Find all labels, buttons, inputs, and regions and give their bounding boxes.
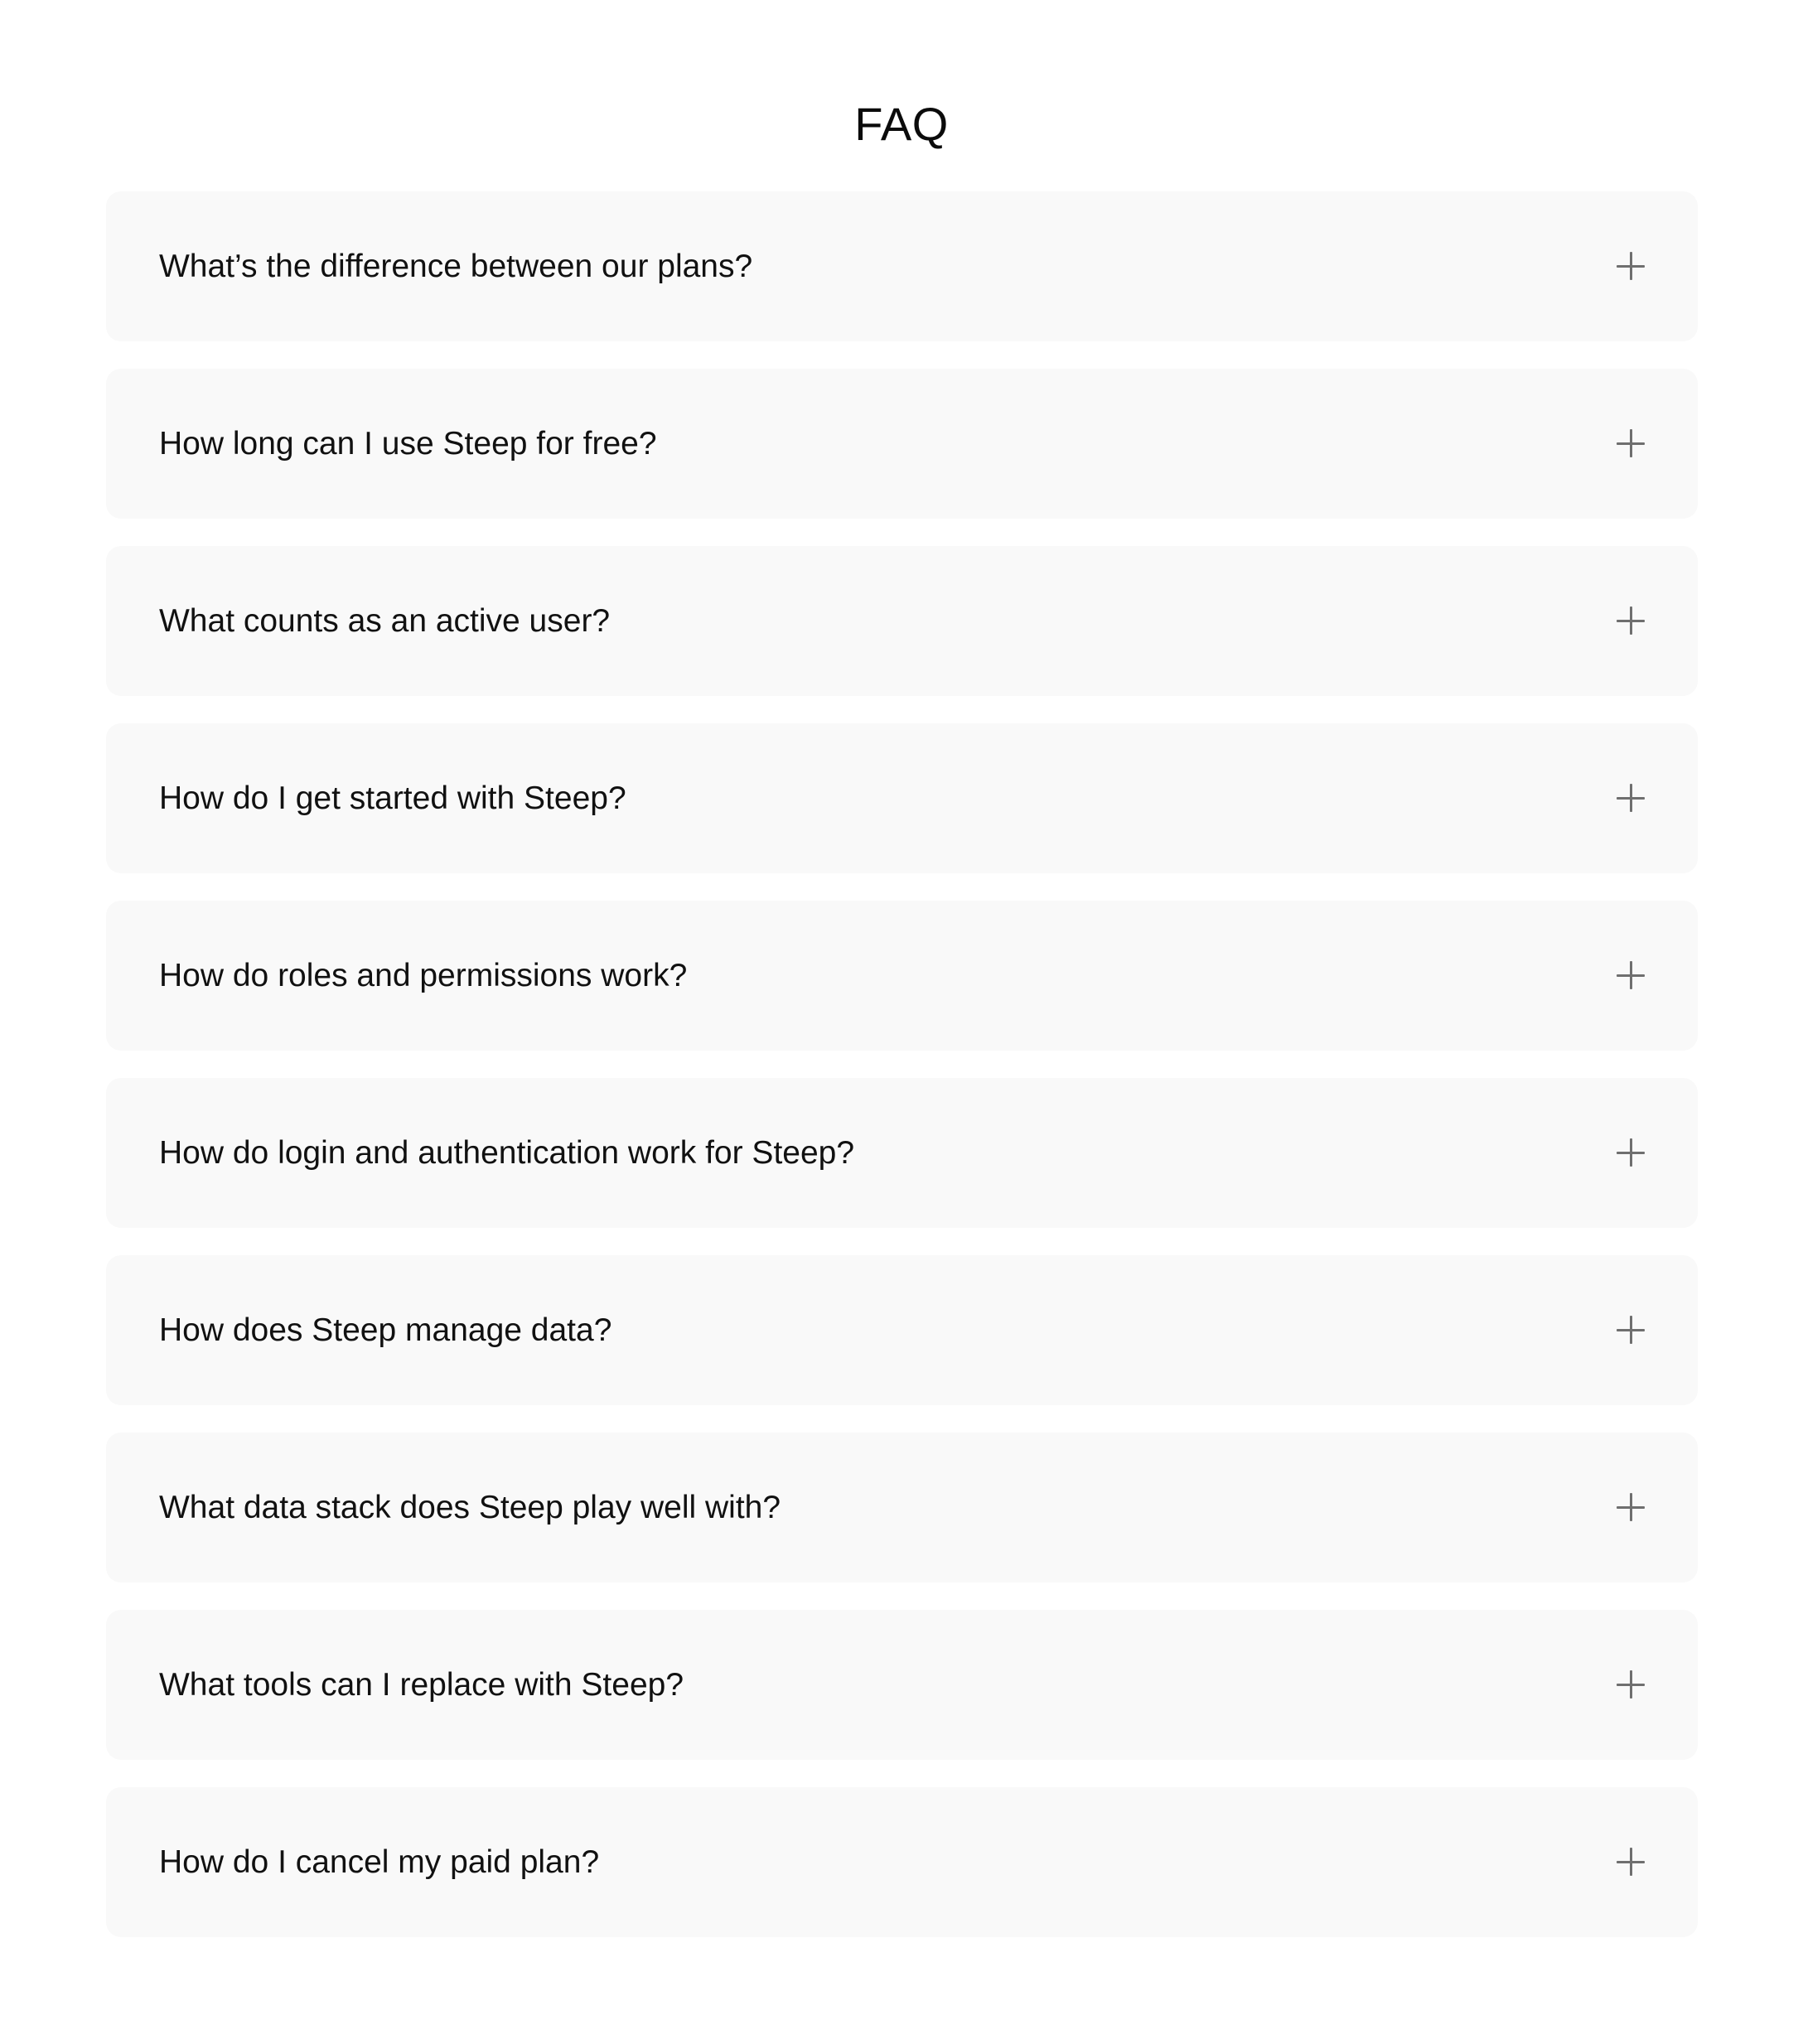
faq-item[interactable]	[106, 1787, 1698, 1937]
faq-question: How do I get started with Steep?	[159, 780, 626, 816]
faq-question: What tools can I replace with Steep?	[159, 1667, 684, 1703]
plus-icon[interactable]	[1617, 1138, 1645, 1167]
faq-question: How do login and authentication work for Steep?	[159, 1135, 855, 1171]
faq-question: What counts as an active user?	[159, 603, 611, 639]
faq-item[interactable]	[106, 1610, 1698, 1760]
plus-icon[interactable]	[1617, 1670, 1645, 1699]
faq-question: How long can I use Steep for free?	[159, 426, 657, 461]
faq-question: How do I cancel my paid plan?	[159, 1844, 600, 1880]
plus-icon[interactable]	[1617, 606, 1645, 635]
faq-item[interactable]	[106, 1433, 1698, 1583]
faq-item[interactable]	[106, 901, 1698, 1051]
faq-list	[106, 191, 1698, 1964]
faq-item[interactable]	[106, 723, 1698, 873]
faq-item[interactable]	[106, 369, 1698, 519]
faq-item[interactable]	[106, 1078, 1698, 1228]
faq-question: What data stack does Steep play well with?	[159, 1490, 781, 1525]
plus-icon[interactable]	[1617, 784, 1645, 812]
page-title: FAQ	[854, 98, 949, 150]
faq-question: How does Steep manage data?	[159, 1312, 612, 1348]
plus-icon[interactable]	[1617, 1848, 1645, 1876]
plus-icon[interactable]	[1617, 1316, 1645, 1344]
faq-item[interactable]	[106, 191, 1698, 341]
faq-question: How do roles and permissions work?	[159, 958, 688, 993]
faq-item[interactable]	[106, 1255, 1698, 1405]
plus-icon[interactable]	[1617, 252, 1645, 280]
plus-icon[interactable]	[1617, 1493, 1645, 1521]
plus-icon[interactable]	[1617, 961, 1645, 989]
faq-question: What’s the difference between our plans?	[159, 249, 753, 284]
faq-item[interactable]	[106, 546, 1698, 696]
plus-icon[interactable]	[1617, 429, 1645, 457]
